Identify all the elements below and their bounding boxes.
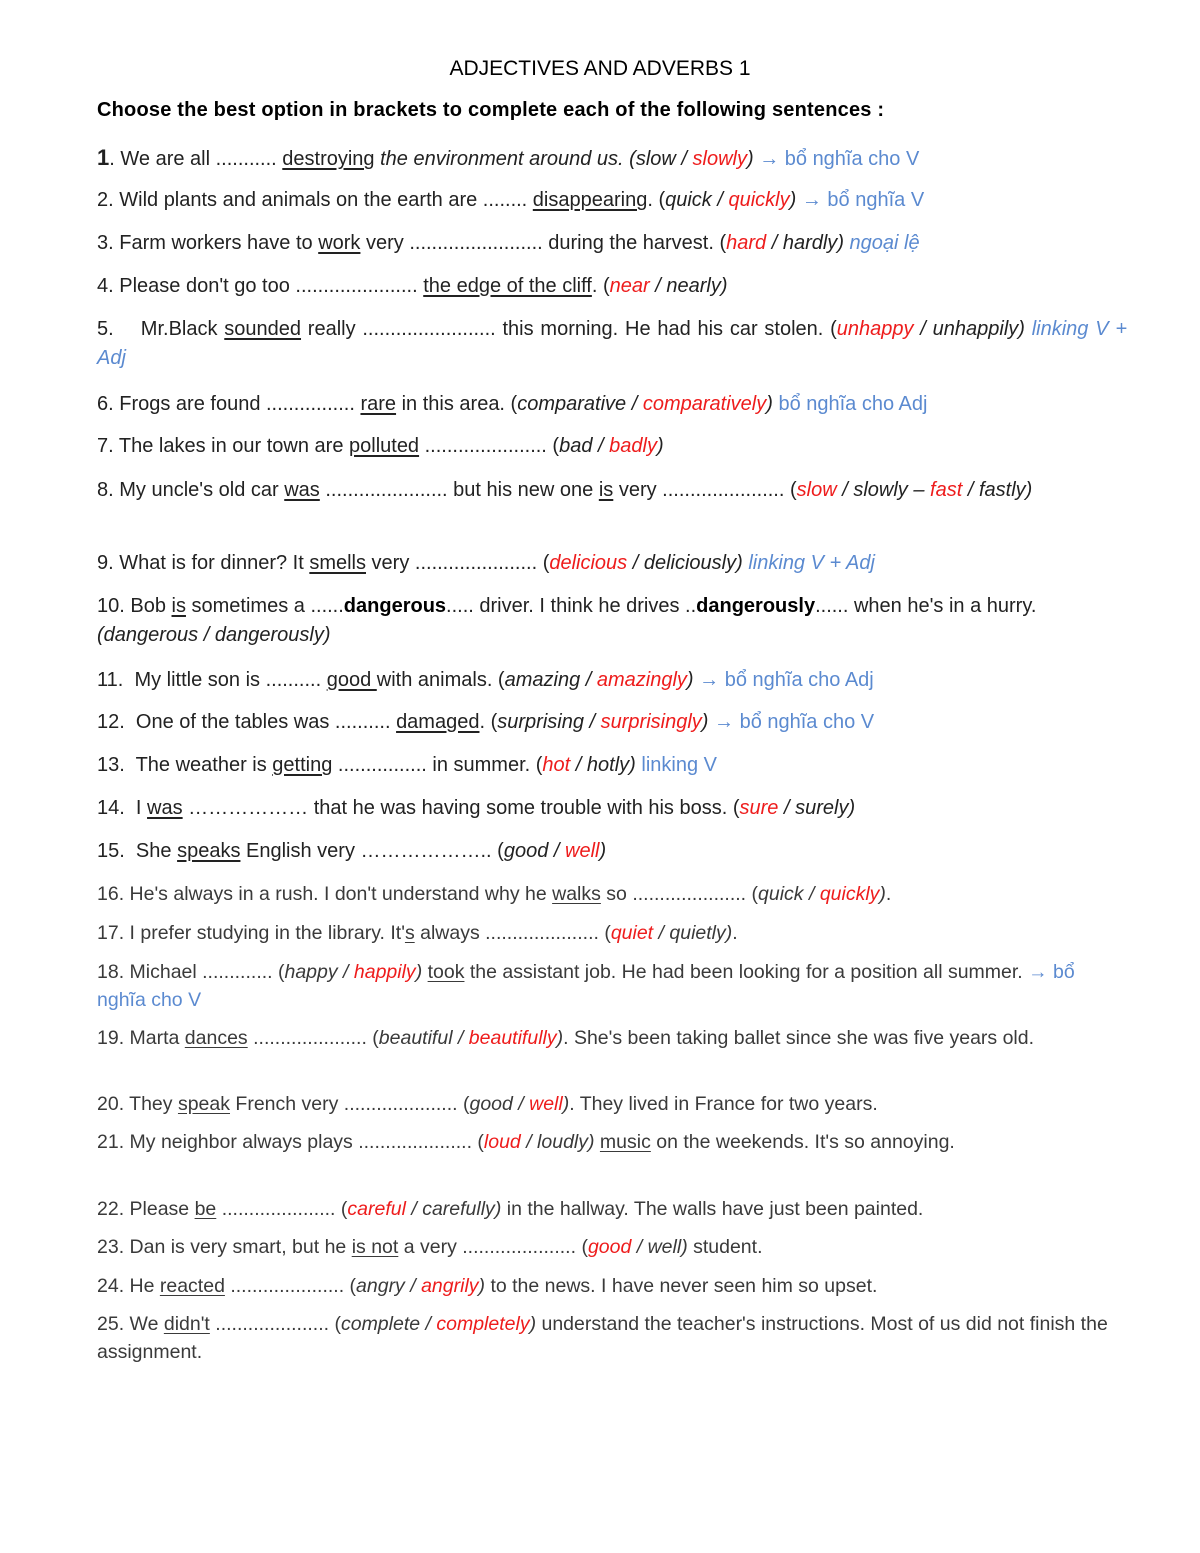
sentence-20: 20. They speak French very ..................... (good / well). They lived in France for two years. [97,1093,878,1115]
sentence-9: 9. What is for dinner? It smells very ...................... (delicious / deliciously) linking V + Adj [97,552,875,574]
sentence-18: 18. Michael ............. (happy / happily) took the assistant job. He had been looking for a position all summer. → bổ nghĩa cho V [97,961,1075,1011]
sentence-14: 14. I was ……………… that he was having some trouble with his boss. (sure / surely) [97,797,856,819]
arrow-icon: → [699,669,720,691]
sentence-13: 13. The weather is getting ................ in summer. (hot / hotly) linking V [97,754,717,776]
sentence-19: 19. Marta dances ..................... (beautiful / beautifully). She's been taking ballet since she was five years old. [97,1027,1035,1049]
arrow-icon: → [759,148,780,170]
arrow-icon: → [801,189,822,211]
sentence-21: 21. My neighbor always plays ..................... (loud / loudly) music on the weekends. It's so annoying. [97,1131,955,1153]
sentence-25: 25. We didn't ..................... (complete / completely) understand the teacher's instructions. Most of us did not finish the assignment. [97,1313,1108,1363]
sentence-12: 12. One of the tables was .......... damaged. (surprising / surprisingly) → bổ nghĩa cho V [97,711,875,733]
sentence-1: 1. We are all ........... destroying the environment around us. (slow / slowly) → bổ nghĩa cho V [97,145,920,170]
sentence-2: 2. Wild plants and animals on the earth are ........ disappearing. (quick / quickly) → bổ nghĩa V [97,189,925,211]
sentence-15: 15. She speaks English very ……………….. (good / well) [97,840,607,862]
sentence-6: 6. Frogs are found ................ rare in this area. (comparative / comparatively) bổ nghĩa cho Adj [97,393,928,415]
sentence-24: 24. He reacted ..................... (angry / angrily) to the news. I have never seen him so upset. [97,1275,878,1297]
arrow-icon: → [1028,961,1048,983]
sentence-8: 8. My uncle's old car was ...................... but his new one is very ...................... (slow / slowly – fast / fastly) [97,479,1033,501]
sentence-16: 16. He's always in a rush. I don't understand why he walks so ..................... (quick / quickly). [97,883,892,905]
sentence-22: 22. Please be ..................... (careful / carefully) in the hallway. The walls have just been painted. [97,1198,924,1220]
sentence-23: 23. Dan is very smart, but he is not a very ..................... (good / well) student. [97,1236,763,1258]
worksheet-title: ADJECTIVES AND ADVERBS 1 [449,57,751,80]
sentence-3: 3. Farm workers have to work very ........................ during the harvest. (hard / hardly) ngoại lệ [97,232,920,254]
sentence-17: 17. I prefer studying in the library. It's always ..................... (quiet / quietly). [97,922,738,944]
sentence-7: 7. The lakes in our town are polluted ...................... (bad / badly) [97,435,664,457]
sentence-5: 5. Mr.Black sounded really ........................ this morning. He had his car stolen. (unhappy / unhappily) linking V + Adj [97,318,1127,369]
instructions: Choose the best option in brackets to complete each of the following sentences : [97,99,885,121]
sentence-11: 11. My little son is .......... good with animals. (amazing / amazingly) → bổ nghĩa cho Adj [97,669,874,691]
arrow-icon: → [714,711,735,733]
sentence-4: 4. Please don't go too ...................... the edge of the cliff. (near / nearly) [97,275,728,297]
sentence-10: 10. Bob is sometimes a ......dangerous..... driver. I think he drives ..dangerously...... when he's in a hurry. (dangerous / dangerously) [97,595,1037,646]
